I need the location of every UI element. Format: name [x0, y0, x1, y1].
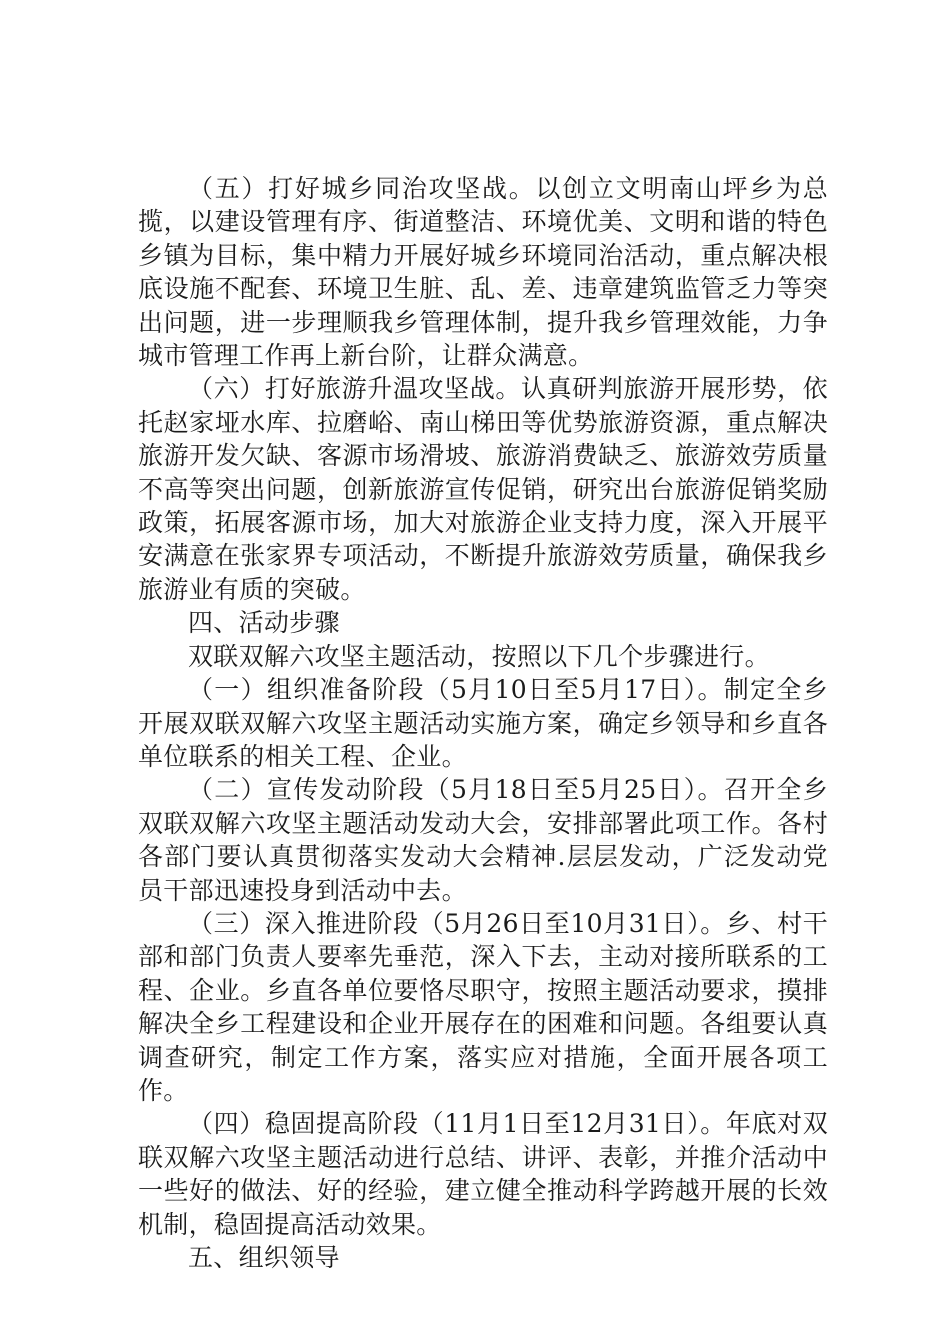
paragraph-steps-intro: 双联双解六攻坚主题活动，按照以下几个步骤进行。	[188, 641, 770, 671]
paragraph-6-tourism: （六）打好旅游升温攻坚战。认真研判旅游开展形势，依托赵家垭水库、拉磨峪、南山梯田等优势旅游资源，重点解决旅游开发欠缺、客源市场滑坡、旅游消费缺乏、旅游效劳质量不高等突出问题，创新旅游宣传促销，研究出台旅游促销奖励政策，拓展客源市场，加大对旅游企业支持力度，深入开展平安满意在张家界专项活动，不断提升旅游效劳质量，确保我乡旅游业有质的突破。	[138, 374, 828, 604]
paragraph-step-2-mobilization: （二）宣传发动阶段（5月18日至5月25日）。召开全乡双联双解六攻坚主题活动发动大会，安排部署此项工作。各村各部门要认真贯彻落实发动大会精神.层层发动，广泛发动党员干部迅速投身到活动中去。	[138, 775, 828, 905]
section-heading-organization: 五、组织领导	[188, 1243, 340, 1272]
paragraph-5-urban-rural: （五）打好城乡同治攻坚战。以创立文明南山坪乡为总揽，以建设管理有序、街道整洁、环境优美、文明和谐的特色乡镇为目标，集中精力开展好城乡环境同治活动，重点解决根底设施不配套、环境卫生脏、乱、差、违章建筑监管乏力等突出问题，进一步理顺我乡管理体制，提升我乡管理效能，力争城市管理工作再上新台阶，让群众满意。	[138, 174, 828, 371]
paragraph-step-3-advancement: （三）深入推进阶段（5月26日至10月31日）。乡、村干部和部门负责人要率先垂范，深入下去，主动对接所联系的工程、企业。乡直各单位要恪尽职守，按照主题活动要求，摸排解决全乡工程建设和企业开展存在的困难和问题。各组要认真调查研究，制定工作方案，落实应对措施，全面开展各项工作。	[138, 908, 828, 1105]
section-heading-activity-steps: 四、活动步骤	[188, 608, 340, 638]
document-body	[138, 172, 828, 1274]
paragraph-step-1-preparation: （一）组织准备阶段（5月10日至5月17日）。制定全乡开展双联双解六攻坚主题活动实施方案，确定乡领导和乡直各单位联系的相关工程、企业。	[138, 675, 828, 771]
paragraph-step-4-consolidation: （四）稳固提高阶段（11月1日至12月31日）。年底对双联双解六攻坚主题活动进行总结、讲评、表彰，并推介活动中一些好的做法、好的经验，建立健全推动科学跨越开展的长效机制，稳固提高活动效果。	[138, 1109, 828, 1239]
